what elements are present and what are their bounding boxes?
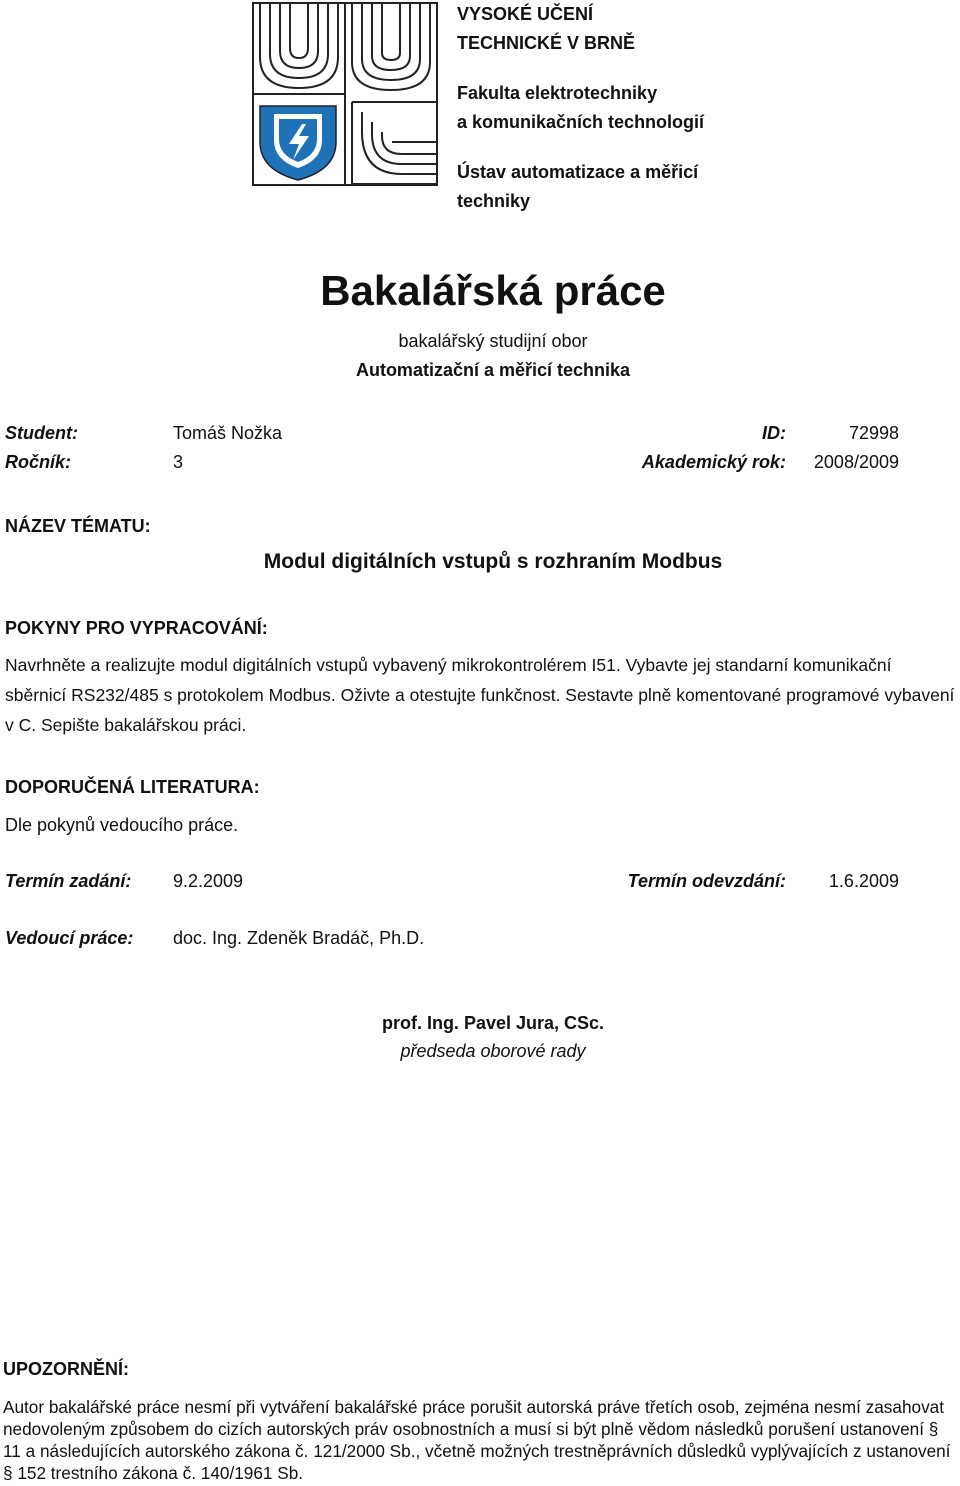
academic-year-label: Akademický rok: bbox=[641, 452, 786, 472]
due-date-value: 1.6.2009 bbox=[828, 871, 899, 891]
university-name-line2: TECHNICKÉ V BRNĚ bbox=[457, 33, 636, 53]
year-value: 3 bbox=[173, 452, 184, 472]
study-program: bakalářský studijní obor bbox=[398, 331, 588, 351]
warning-label: UPOZORNĚNÍ: bbox=[3, 1359, 129, 1379]
assigned-date-value: 9.2.2009 bbox=[173, 871, 244, 891]
student-label: Student: bbox=[5, 423, 78, 443]
shield-icon bbox=[260, 106, 336, 180]
faculty-name-line1: Fakulta elektrotechniky bbox=[457, 83, 658, 103]
id-value: 72998 bbox=[848, 423, 899, 443]
id-label: ID: bbox=[762, 423, 786, 443]
supervisor-label: Vedoucí práce: bbox=[5, 928, 134, 948]
instructions-label: POKYNY PRO VYPRACOVÁNÍ: bbox=[5, 618, 268, 638]
academic-year-value: 2008/2009 bbox=[813, 452, 899, 472]
topic-title: Modul digitálních vstupů s rozhraním Modbus bbox=[263, 550, 723, 573]
literature-label: DOPORUČENÁ LITERATURA: bbox=[5, 777, 260, 797]
assigned-date-label: Termín zadání: bbox=[5, 871, 132, 891]
institute-name-line1: Ústav automatizace a měřicí bbox=[457, 162, 699, 182]
warning-text: Autor bakalářské práce nesmí při vytváření bakalářské práce porušit autorská práve třetích osob, zejména nesmí zasahovat nedovoleným způsobem do cizích autorských práv osobnostních a musí si být plně vědom následků porušení ustanovení § 11 a následujících autorského zákona č. 121/2000 Sb., včetně možných trestněprávních důsledků vyplývajících z ustanovení § 152 trestního zákona č. 140/1961 Sb. bbox=[3, 1397, 951, 1483]
supervisor-name: doc. Ing. Zdeněk Bradáč, Ph.D. bbox=[173, 928, 425, 948]
document-title: Bakalářská práce bbox=[320, 267, 666, 314]
university-name-line1: VYSOKÉ UČENÍ bbox=[457, 4, 594, 24]
chair-name: prof. Ing. Pavel Jura, CSc. bbox=[381, 1013, 605, 1033]
study-field: Automatizační a měřicí technika bbox=[355, 360, 631, 380]
topic-label: NÁZEV TÉMATU: bbox=[5, 516, 151, 536]
due-date-label: Termín odevzdání: bbox=[627, 871, 786, 891]
literature-text: Dle pokynů vedoucího práce. bbox=[5, 815, 239, 835]
institute-name-line2: techniky bbox=[457, 191, 531, 211]
instructions-text: Navrhněte a realizujte modul digitálních vstupů vybavený mikrokontrolérem I51. Vybavte jej standarní komunikační sběrnicí RS232/485 s protokolem Modbus. Oživte a otestujte funkčnost. Sestavte plně komentované programové vybavení v C. Sepište bakalářskou práci. bbox=[5, 655, 955, 735]
year-label: Ročník: bbox=[5, 452, 72, 472]
university-logo bbox=[252, 2, 438, 186]
student-name: Tomáš Nožka bbox=[173, 423, 283, 443]
faculty-name-line2: a komunikačních technologií bbox=[457, 112, 705, 132]
chair-role: předseda oborové rady bbox=[400, 1041, 586, 1061]
